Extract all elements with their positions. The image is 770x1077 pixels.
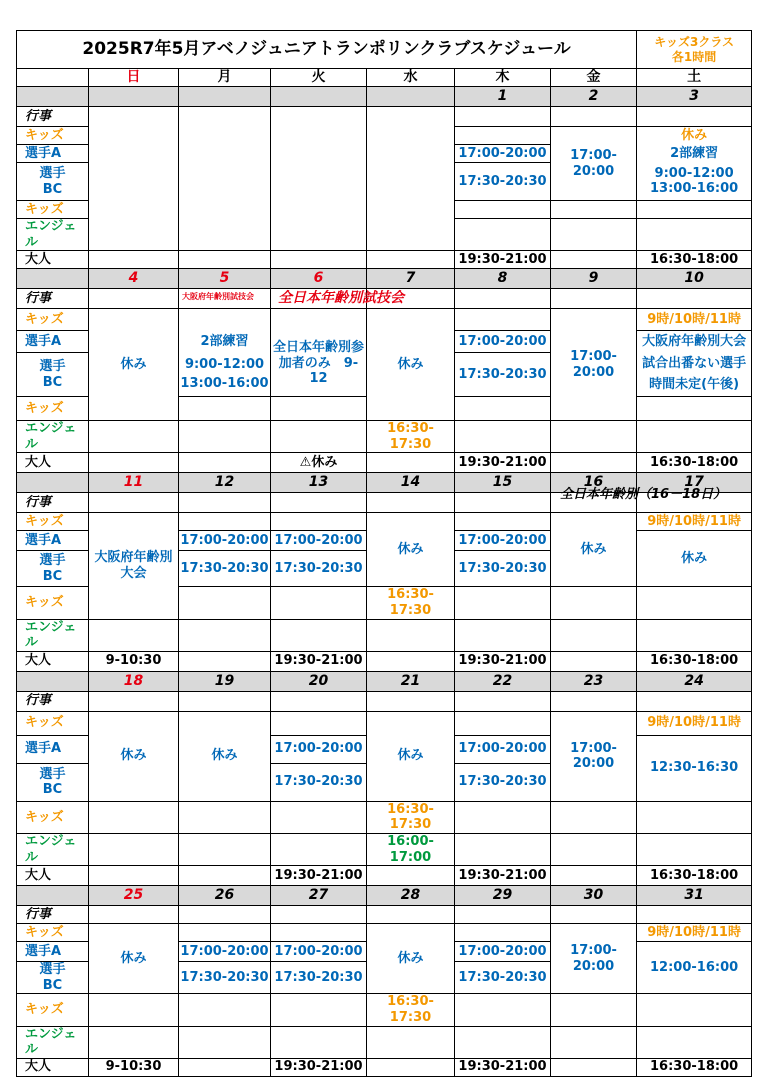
- week5-date-row: [17, 886, 752, 906]
- schedule-cell: 16:30-17:30: [367, 587, 455, 619]
- date-cell: 1: [455, 87, 551, 107]
- row-label-adult: 大人: [17, 1058, 89, 1076]
- warning-icon: ⚠: [299, 455, 312, 471]
- date-cell: 15: [455, 473, 551, 493]
- schedule-cell: 19:30-21:00: [455, 453, 551, 473]
- schedule-cell: 17:30-20:30: [271, 763, 367, 801]
- schedule-cell: 16:30-17:30: [367, 421, 455, 453]
- schedule-cell: 17:00-20:00: [179, 942, 271, 962]
- schedule-cell: 休み: [367, 924, 455, 994]
- schedule-cell: 16:30-18:00: [637, 1058, 752, 1076]
- week3-angel-row: [17, 619, 752, 651]
- week1-adult-row: [17, 251, 752, 269]
- week4-date-row: [17, 671, 752, 691]
- schedule-cell: 12:00-16:00: [637, 942, 752, 994]
- schedule-cell: 17:00-20:00: [551, 711, 637, 801]
- date-cell: 28: [367, 886, 455, 906]
- schedule-cell: 休み: [89, 711, 179, 801]
- date-cell: 5: [179, 269, 271, 289]
- schedule-cell: 2部練習: [179, 331, 271, 353]
- row-label-athlete-bc: 選手 BC: [17, 962, 89, 994]
- row-label-kids: キッズ: [17, 587, 89, 619]
- date-cell: 17: [637, 473, 752, 493]
- row-label-kids: キッズ: [17, 201, 89, 219]
- schedule-cell: 全日本年齢別参加者のみ 9-12: [271, 331, 367, 397]
- schedule-cell: 17:00-20:00: [179, 531, 271, 551]
- weekday-tue: 火: [271, 69, 367, 87]
- schedule-cell: 17:30-20:30: [455, 763, 551, 801]
- row-label-angel: エンジェル: [17, 833, 89, 865]
- row-label-athlete-bc: 選手 BC: [17, 353, 89, 397]
- schedule-cell: 16:30-18:00: [637, 453, 752, 473]
- row-label-adult: 大人: [17, 866, 89, 886]
- row-label-event: 行事: [17, 289, 89, 309]
- row-label-adult: 大人: [17, 651, 89, 671]
- date-cell: [271, 87, 367, 107]
- row-label-kids: キッズ: [17, 994, 89, 1026]
- schedule-cell: 17:30-20:30: [179, 551, 271, 587]
- date-cell: 18: [89, 671, 179, 691]
- week4-adult-row: [17, 866, 752, 886]
- schedule-cell: 17:30-20:30: [179, 962, 271, 994]
- schedule-cell: 17:00-20:00: [455, 145, 551, 163]
- week2-angel-row: [17, 421, 752, 453]
- row-label-angel: エンジェル: [17, 421, 89, 453]
- schedule-cell: 休み: [89, 309, 179, 421]
- schedule-cell: ⚠休み: [271, 453, 367, 473]
- week4-event-row: [17, 691, 752, 711]
- schedule-cell: 17:00-20:00: [455, 531, 551, 551]
- title-row: [17, 31, 752, 69]
- date-cell: 8: [455, 269, 551, 289]
- schedule-cell: 17:00-20:00: [271, 735, 367, 763]
- week4-kids2-row: [17, 801, 752, 833]
- schedule-cell: 休み: [367, 309, 455, 421]
- date-cell: 22: [455, 671, 551, 691]
- schedule-table: [16, 30, 752, 1077]
- weekday-wed: 水: [367, 69, 455, 87]
- schedule-cell: 16:30-18:00: [637, 651, 752, 671]
- date-cell: 24: [637, 671, 752, 691]
- row-label-kids: キッズ: [17, 397, 89, 421]
- week1-date-row: [17, 87, 752, 107]
- date-cell: 9: [551, 269, 637, 289]
- row-label-event: 行事: [17, 493, 89, 513]
- row-label-athlete-a: 選手A: [17, 735, 89, 763]
- schedule-cell: 12:30-16:30: [637, 735, 752, 801]
- date-cell: 21: [367, 671, 455, 691]
- row-label-athlete-bc: 選手 BC: [17, 551, 89, 587]
- schedule-cell: 休み: [89, 924, 179, 994]
- schedule-cell: 19:30-21:00: [271, 1058, 367, 1076]
- schedule-cell: 試合出番ない選手 時間未定(午後): [637, 353, 752, 397]
- row-label-athlete-bc: 選手 BC: [17, 163, 89, 201]
- schedule-cell: 16:30-18:00: [637, 866, 752, 886]
- schedule-cell: 17:30-20:30: [455, 551, 551, 587]
- page-title: 2025R7年5月アベノジュニアトランポリンクラブスケジュール: [17, 31, 637, 69]
- row-label-athlete-bc: 選手 BC: [17, 763, 89, 801]
- date-cell: 27: [271, 886, 367, 906]
- date-cell: 20: [271, 671, 367, 691]
- week1-event-row: [17, 107, 752, 127]
- kids-class-note: [637, 31, 752, 69]
- schedule-cell: 大阪府年齢別大会: [637, 331, 752, 353]
- row-label-adult: 大人: [17, 251, 89, 269]
- schedule-cell: 9時/10時/11時: [637, 513, 752, 531]
- schedule-cell: 17:30-20:30: [271, 962, 367, 994]
- week4-angel-row: [17, 833, 752, 865]
- date-cell: [89, 87, 179, 107]
- schedule-cell: 16:30-17:30: [367, 801, 455, 833]
- schedule-cell: 17:00-20:00: [551, 309, 637, 421]
- row-label-kids: キッズ: [17, 127, 89, 145]
- row-label-athlete-a: 選手A: [17, 145, 89, 163]
- event-all-japan-age-group: 全日本年齢別（16－18日）: [560, 487, 727, 502]
- week5-kids-row: [17, 924, 752, 942]
- schedule-cell: 19:30-21:00: [271, 651, 367, 671]
- schedule-cell: 17:30-20:30: [455, 353, 551, 397]
- schedule-cell: 17:00-20:00: [271, 531, 367, 551]
- row-label-athlete-a: 選手A: [17, 331, 89, 353]
- row-label-event: 行事: [17, 691, 89, 711]
- weekday-sat: 土: [637, 69, 752, 87]
- date-cell: 23: [551, 671, 637, 691]
- date-cell: 10: [637, 269, 752, 289]
- weekday-sun: 日: [89, 69, 179, 87]
- week5-kids2-row: [17, 994, 752, 1026]
- row-label-athlete-a: 選手A: [17, 531, 89, 551]
- schedule-cell: 17:30-20:30: [455, 962, 551, 994]
- week5-adult-row: [17, 1058, 752, 1076]
- week2-kids-row: [17, 309, 752, 331]
- schedule-cell: 16:30-17:30: [367, 994, 455, 1026]
- schedule-cell: 休み: [551, 513, 637, 587]
- kids-note-line1: キッズ3クラス: [654, 34, 734, 49]
- row-label-angel: エンジェル: [17, 219, 89, 251]
- schedule-cell: 2部練習: [637, 145, 752, 163]
- event-all-japan-age-trial: 全日本年齢別試技会: [278, 290, 404, 306]
- row-label-kids: キッズ: [17, 801, 89, 833]
- row-label-angel: エンジェル: [17, 619, 89, 651]
- schedule-cell: 19:30-21:00: [455, 866, 551, 886]
- schedule-cell: 9時/10時/11時: [637, 924, 752, 942]
- schedule-cell: 9:00-12:00 13:00-16:00: [179, 353, 271, 397]
- schedule-cell: 17:00-20:00: [455, 942, 551, 962]
- row-label-event: 行事: [17, 107, 89, 127]
- date-cell: 6: [271, 269, 367, 289]
- row-label-athlete-a: 選手A: [17, 942, 89, 962]
- date-cell: 3: [637, 87, 752, 107]
- date-cell: 12: [179, 473, 271, 493]
- week3-kids-row: [17, 513, 752, 531]
- date-cell: 31: [637, 886, 752, 906]
- date-cell: 14: [367, 473, 455, 493]
- week2-date-row: [17, 269, 752, 289]
- event-osaka-age-trial: 大阪府年齢別試技会: [182, 292, 254, 301]
- date-cell: 11: [89, 473, 179, 493]
- schedule-cell: 休み: [637, 531, 752, 587]
- schedule-cell: 休み: [367, 513, 455, 587]
- week5-event-row: [17, 906, 752, 924]
- date-cell: [367, 87, 455, 107]
- schedule-cell: 19:30-21:00: [455, 251, 551, 269]
- weekday-thu: 木: [455, 69, 551, 87]
- schedule-cell: 9時/10時/11時: [637, 711, 752, 735]
- schedule-cell: 19:30-21:00: [271, 866, 367, 886]
- schedule-cell: 17:30-20:30: [455, 163, 551, 201]
- date-cell: 13: [271, 473, 367, 493]
- schedule-cell: 16:00-17:00: [367, 833, 455, 865]
- date-cell: [179, 87, 271, 107]
- row-label-kids: キッズ: [17, 924, 89, 942]
- row-label-kids: キッズ: [17, 309, 89, 331]
- schedule-cell: 16:30-18:00: [637, 251, 752, 269]
- date-cell: 30: [551, 886, 637, 906]
- row-label-adult: 大人: [17, 453, 89, 473]
- date-cell: 4: [89, 269, 179, 289]
- schedule-cell: 休み: [179, 711, 271, 801]
- weekday-row: [17, 69, 752, 87]
- week4-kids-row: [17, 711, 752, 735]
- row-label-kids: キッズ: [17, 711, 89, 735]
- schedule-cell: 9:00-12:00 13:00-16:00: [637, 163, 752, 201]
- corner-cell: [17, 69, 89, 87]
- date-cell: 19: [179, 671, 271, 691]
- week3-adult-row: [17, 651, 752, 671]
- schedule-cell: 大阪府年齢別大会: [89, 513, 179, 619]
- schedule-cell: 19:30-21:00: [455, 651, 551, 671]
- schedule-cell: 9-10:30: [89, 651, 179, 671]
- schedule-cell: 17:00-20:00: [455, 735, 551, 763]
- week2-adult-row: [17, 453, 752, 473]
- date-cell: 16: [551, 473, 637, 493]
- schedule-cell: 休み: [367, 711, 455, 801]
- weekday-fri: 金: [551, 69, 637, 87]
- date-cell: 7: [367, 269, 455, 289]
- row-label-event: 行事: [17, 906, 89, 924]
- schedule-cell: 17:30-20:30: [271, 551, 367, 587]
- week5-angel-row: [17, 1026, 752, 1058]
- date-cell: 26: [179, 886, 271, 906]
- schedule-cell: 17:00-20:00: [455, 331, 551, 353]
- row-label-angel: エンジェル: [17, 1026, 89, 1058]
- schedule-cell: 休み: [637, 127, 752, 145]
- kids-note-line2: 各1時間: [671, 49, 717, 64]
- schedule-cell: 17:00-20:00: [551, 127, 637, 201]
- date-cell: 29: [455, 886, 551, 906]
- schedule-cell: 19:30-21:00: [455, 1058, 551, 1076]
- date-cell: 25: [89, 886, 179, 906]
- schedule-cell: 17:00-20:00: [551, 924, 637, 994]
- schedule-cell: 9時/10時/11時: [637, 309, 752, 331]
- schedule-cell: 9-10:30: [89, 1058, 179, 1076]
- weekday-mon: 月: [179, 69, 271, 87]
- date-cell: 2: [551, 87, 637, 107]
- schedule-cell: 17:00-20:00: [271, 942, 367, 962]
- row-label-kids: キッズ: [17, 513, 89, 531]
